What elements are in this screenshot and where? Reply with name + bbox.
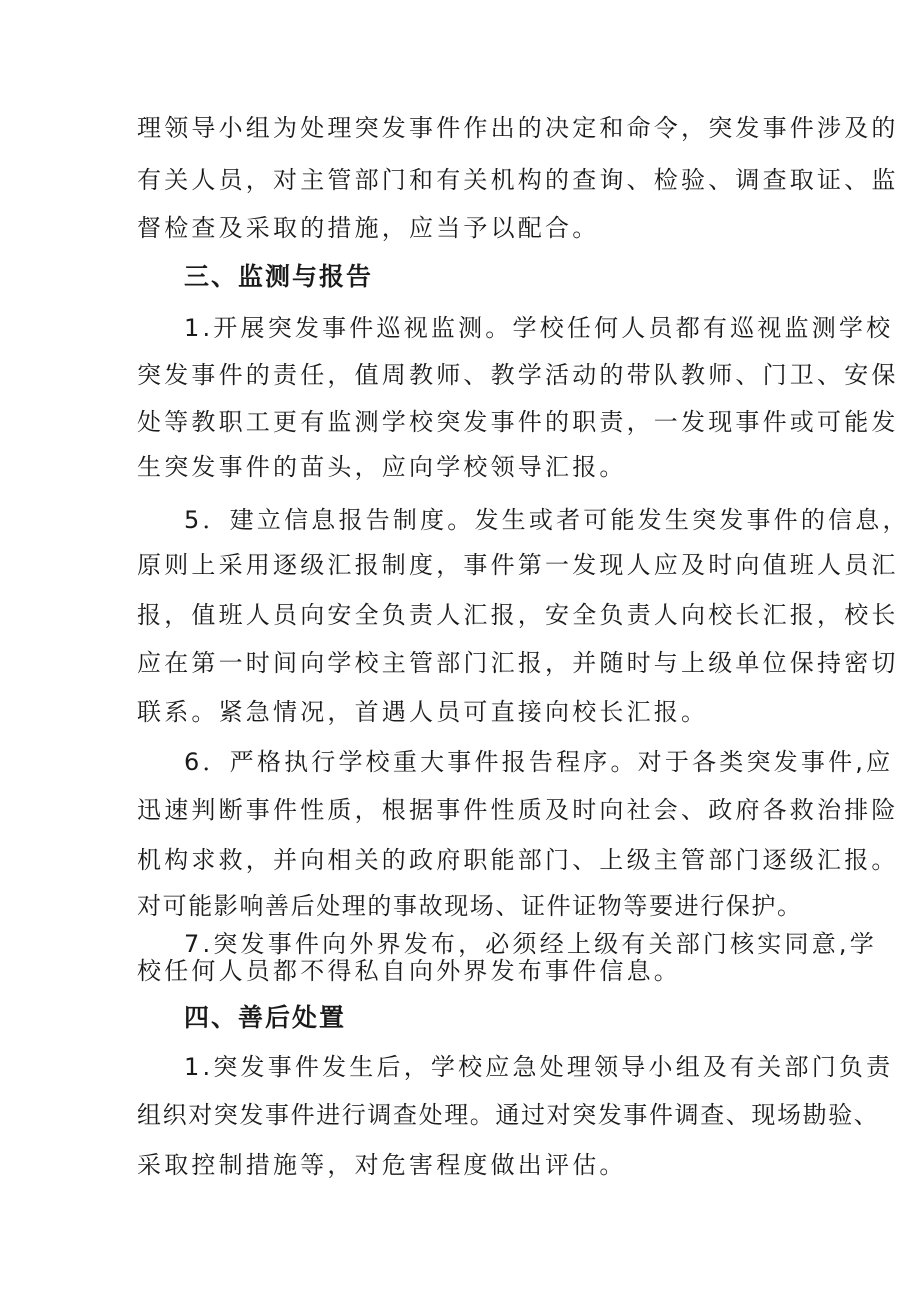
paragraph-line: 7.突发事件向外界发布，必须经上级有关部门核实同意,学 <box>184 930 877 958</box>
paragraph-line: 校任何人员都不得私自向外界发布事件信息。 <box>137 957 681 985</box>
paragraph-line: 有关人员，对主管部门和有关机构的查询、检验、调查取证、监 <box>137 166 899 194</box>
paragraph-line: 处等教职工更有监测学校突发事件的职责，一发现事件或可能发 <box>137 408 899 436</box>
paragraph-line: 联系。紧急情况，首遇人员可直接向校长汇报。 <box>137 698 709 726</box>
section-heading-3: 三、监测与报告 <box>184 262 374 291</box>
paragraph-line: 应在第一时间向学校主管部门汇报，并随时与上级单位保持密切 <box>137 649 899 677</box>
paragraph-line: 突发事件的责任，值周教师、教学活动的带队教师、门卫、安保 <box>137 361 899 389</box>
paragraph-line: 1.开展突发事件巡视监测。学校任何人员都有巡视监测学校 <box>184 314 894 342</box>
paragraph-line: 6．严格执行学校重大事件报告程序。对于各类突发事件,应 <box>184 748 894 776</box>
paragraph-line: 5．建立信息报告制度。发生或者可能发生突发事件的信息， <box>184 506 910 534</box>
paragraph-line: 迅速判断事件性质，根据事件性质及时向社会、政府各救治排险 <box>137 796 899 824</box>
paragraph-line: 组织对突发事件进行调查处理。通过对突发事件调查、现场勘验、 <box>137 1101 880 1129</box>
paragraph-line: 督检查及采取的措施，应当予以配合。 <box>137 214 600 242</box>
paragraph-line: 1.突发事件发生后，学校应急处理领导小组及有关部门负责 <box>184 1053 894 1081</box>
section-heading-4: 四、善后处置 <box>184 1003 347 1032</box>
paragraph-line: 生突发事件的苗头，应向学校领导汇报。 <box>137 453 627 481</box>
paragraph-line: 原则上采用逐级汇报制度，事件第一发现人应及时向值班人员汇 <box>137 551 899 579</box>
paragraph-line: 报，值班人员向安全负责人汇报，安全负责人向校长汇报，校长 <box>137 601 899 629</box>
paragraph-line: 采取控制措施等，对危害程度做出评估。 <box>137 1151 627 1179</box>
paragraph-line: 理领导小组为处理突发事件作出的决定和命令，突发事件涉及的 <box>137 114 899 142</box>
paragraph-line: 对可能影响善后处理的事故现场、证件证物等要进行保护。 <box>137 892 803 920</box>
paragraph-line: 机构求救，并向相关的政府职能部门、上级主管部门逐级汇报。 <box>137 846 899 874</box>
